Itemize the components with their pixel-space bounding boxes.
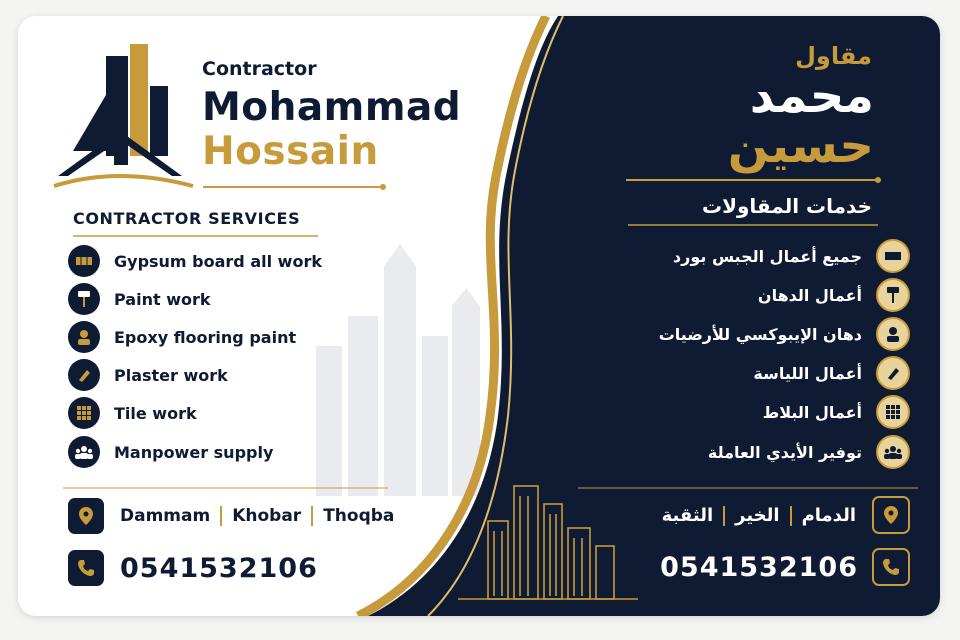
service-label: أعمال الدهان (757, 285, 862, 305)
service-label: Epoxy flooring paint (114, 327, 297, 347)
building-logo (54, 44, 193, 186)
faint-skyline-illustration (316, 244, 480, 496)
epoxy-worker-icon (68, 321, 100, 353)
city-khobar-ar: الخير (735, 504, 780, 526)
city-dammam-ar: الدمام (801, 504, 856, 526)
plaster-trowel-icon (68, 359, 100, 391)
phone-row (68, 550, 318, 586)
phone-icon (872, 548, 910, 586)
gypsum-board-icon (876, 239, 910, 273)
service-label: Gypsum board all work (114, 251, 322, 271)
paint-roller-icon (876, 278, 910, 312)
list-item (68, 321, 296, 353)
service-label: Plaster work (114, 365, 228, 385)
epoxy-worker-icon (876, 317, 910, 351)
service-label: أعمال البلاط (762, 402, 862, 422)
arabic-role-title: مقاول (795, 42, 872, 70)
arabic-cities (662, 505, 856, 526)
business-card (18, 16, 940, 616)
arabic-location-row (662, 496, 910, 534)
list-item (758, 278, 910, 312)
arabic-last-name: حسين (727, 118, 874, 174)
list-item (68, 436, 273, 468)
gypsum-board-icon (68, 245, 100, 277)
role-title: Contractor (202, 58, 317, 80)
arabic-services-title: خدمات المقاولات (701, 194, 872, 218)
location-row (68, 498, 394, 534)
list-item (763, 395, 910, 429)
list-item (659, 317, 910, 351)
list-item (68, 245, 322, 277)
arabic-first-name: محمد (749, 68, 874, 124)
list-item (68, 359, 228, 391)
last-name: Hossain (202, 129, 379, 174)
service-label: Tile work (114, 403, 197, 423)
city-dammam: Dammam (120, 506, 211, 526)
tile-grid-icon (68, 397, 100, 429)
service-label: جميع أعمال الجبس بورد (672, 246, 862, 266)
list-item (753, 356, 910, 390)
first-name: Mohammad (202, 85, 462, 130)
phone-number[interactable]: 0541532106 (120, 552, 318, 584)
list-item (708, 435, 910, 469)
services-title: CONTRACTOR SERVICES (73, 209, 301, 228)
plaster-trowel-icon (876, 356, 910, 390)
paint-roller-icon (68, 283, 100, 315)
cities (120, 506, 394, 526)
manpower-group-icon (68, 436, 100, 468)
arabic-phone-row (660, 548, 910, 586)
city-thoqba: Thoqba (323, 506, 395, 526)
list-item (673, 239, 910, 273)
manpower-group-icon (876, 435, 910, 469)
arabic-phone-number[interactable]: 0541532106 (660, 551, 858, 583)
service-label: دهان الإيبوكسي للأرضيات (658, 324, 862, 344)
service-label: Paint work (114, 289, 211, 309)
service-label: أعمال اللياسة (753, 363, 862, 383)
tile-grid-icon (876, 395, 910, 429)
service-label: توفير الأيدي العاملة (707, 442, 862, 462)
list-item (68, 397, 197, 429)
service-label: Manpower supply (114, 442, 274, 462)
city-khobar: Khobar (232, 506, 302, 526)
city-thoqba-ar: الثقبة (661, 504, 714, 526)
list-item (68, 283, 211, 315)
phone-icon (68, 550, 104, 586)
location-pin-icon (872, 496, 910, 534)
location-pin-icon (68, 498, 104, 534)
